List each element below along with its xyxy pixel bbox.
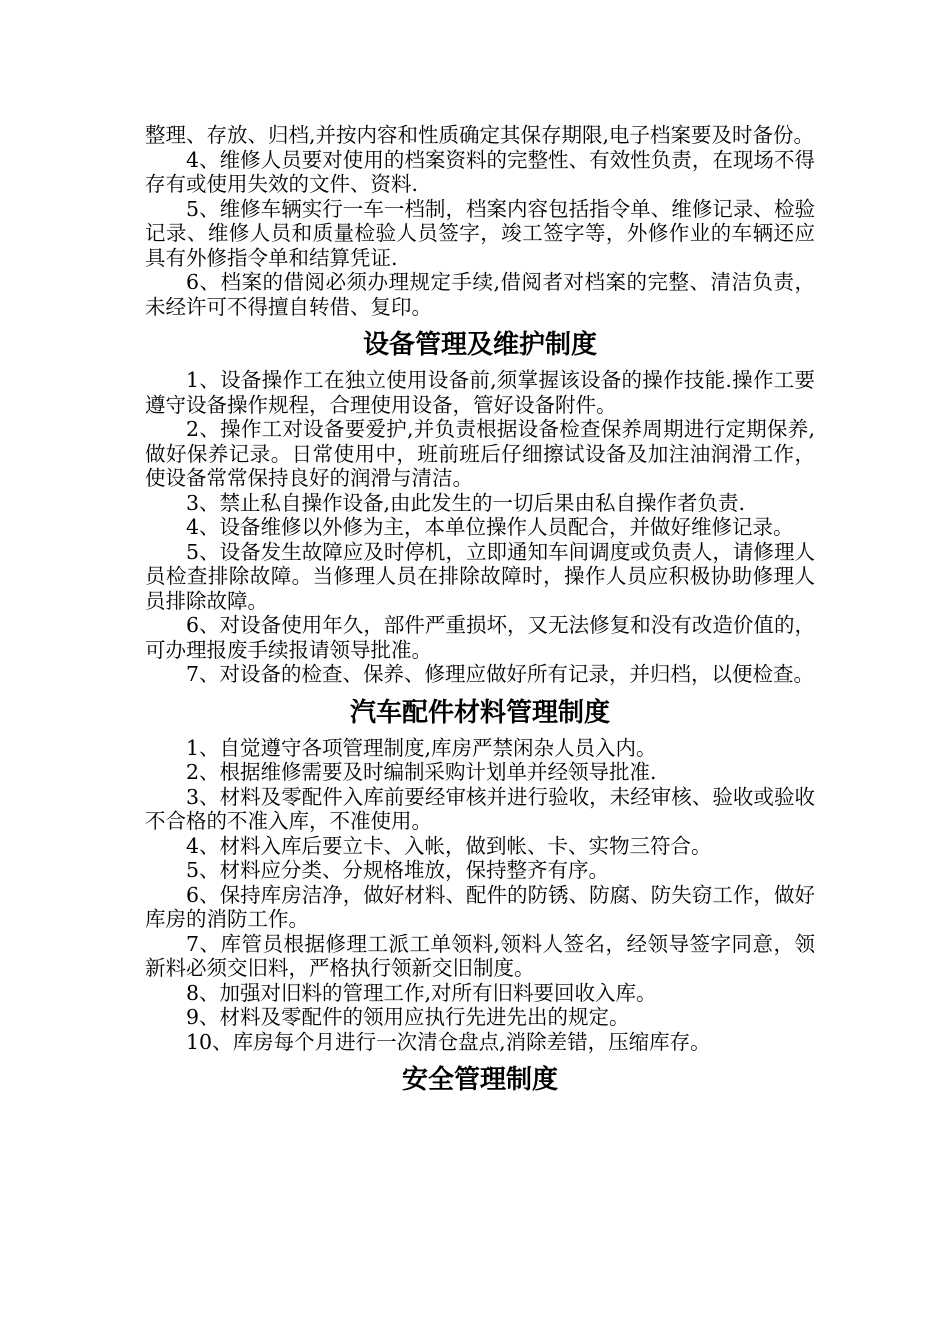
safety-section bbox=[145, 1066, 815, 1094]
equipment-paragraph-6: 6、对设备使用年久，部件严重损坏，又无法修复和没有改造价值的，可办理报废手续报请领导批准。 bbox=[145, 613, 815, 662]
equipment-paragraph-4: 4、设备维修以外修为主，本单位操作人员配合，并做好维修记录。 bbox=[186, 515, 794, 539]
parts-paragraph-6: 6、保持库房洁净，做好材料、配件的防锈、防腐、防失窃工作，做好库房的消防工作。 bbox=[145, 882, 815, 931]
intro-section bbox=[145, 123, 815, 319]
parts-section bbox=[145, 699, 815, 1055]
equipment-section-title: 设备管理及维护制度 bbox=[362, 330, 597, 360]
parts-paragraph-8: 8、加强对旧料的管理工作,对所有旧料要回收入库。 bbox=[186, 980, 657, 1005]
equipment-paragraph-7: 7、对设备的检查、保养、修理应做好所有记录，并归档，以便检查。 bbox=[186, 662, 815, 686]
equipment-paragraph-1: 1、设备操作工在独立使用设备前,须掌握该设备的操作技能.操作工要遵守设备操作规程，合理使用设备，管好设备附件。 bbox=[145, 368, 815, 417]
parts-paragraph-1: 1、自觉遵守各项管理制度,库房严禁闲杂人员入内。 bbox=[186, 735, 657, 760]
intro-paragraph-2: 4、维修人员要对使用的档案资料的完整性、有效性负责，在现场不得存有或使用失效的文件、资料. bbox=[145, 147, 815, 196]
parts-paragraph-3: 3、材料及零配件入库前要经审核并进行验收，未经审核、验收或验收不合格的不准入库，不准使用。 bbox=[145, 784, 815, 833]
parts-paragraph-9: 9、材料及零配件的领用应执行先进先出的规定。 bbox=[186, 1005, 630, 1029]
parts-paragraph-2: 2、根据维修需要及时编制采购计划单并经领导批准. bbox=[186, 760, 657, 784]
document-page bbox=[145, 123, 815, 1094]
parts-paragraph-4: 4、材料入库后要立卡、入帐，做到帐、卡、实物三符合。 bbox=[186, 833, 712, 858]
equipment-paragraph-3: 3、禁止私自操作设备,由此发生的一切后果由私自操作者负责. bbox=[186, 490, 746, 515]
safety-section-title: 安全管理制度 bbox=[401, 1065, 558, 1095]
equipment-paragraph-2: 2、操作工对设备要爱护,并负责根据设备检查保养周期进行定期保养,做好保养记录。日常使用中，班前班后仔细擦试设备及加注油润滑工作，使设备常常保持良好的润滑与清洁。 bbox=[145, 417, 815, 490]
parts-paragraph-10: 10、库房每个月进行一次清仓盘点,消除差错，压缩库存。 bbox=[186, 1029, 711, 1054]
intro-paragraph-3: 5、维修车辆实行一车一档制，档案内容包括指令单、维修记录、检验记录、维修人员和质量检验人员签字，竣工签字等，外修作业的车辆还应具有外修指令单和结算凭证. bbox=[145, 196, 815, 270]
intro-paragraph-1: 整理、存放、归档,并按内容和性质确定其保存期限,电子档案要及时备份。 bbox=[145, 123, 815, 147]
equipment-section bbox=[145, 331, 815, 687]
intro-paragraph-4: 6、档案的借阅必须办理规定手续,借阅者对档案的完整、清洁负责，未经许可不得擅自转借、复印。 bbox=[145, 270, 815, 319]
parts-paragraph-5: 5、材料应分类、分规格堆放，保持整齐有序。 bbox=[186, 858, 610, 882]
equipment-paragraph-5: 5、设备发生故障应及时停机，立即通知车间调度或负责人，请修理人员检查排除故障。当修理人员在排除故障时，操作人员应积极协助修理人员排除故障。 bbox=[145, 539, 815, 613]
parts-paragraph-7: 7、库管员根据修理工派工单领料,领料人签名，经领导签字同意，领新料必须交旧料，严格执行领新交旧制度。 bbox=[145, 931, 815, 980]
parts-section-title: 汽车配件材料管理制度 bbox=[349, 697, 610, 728]
